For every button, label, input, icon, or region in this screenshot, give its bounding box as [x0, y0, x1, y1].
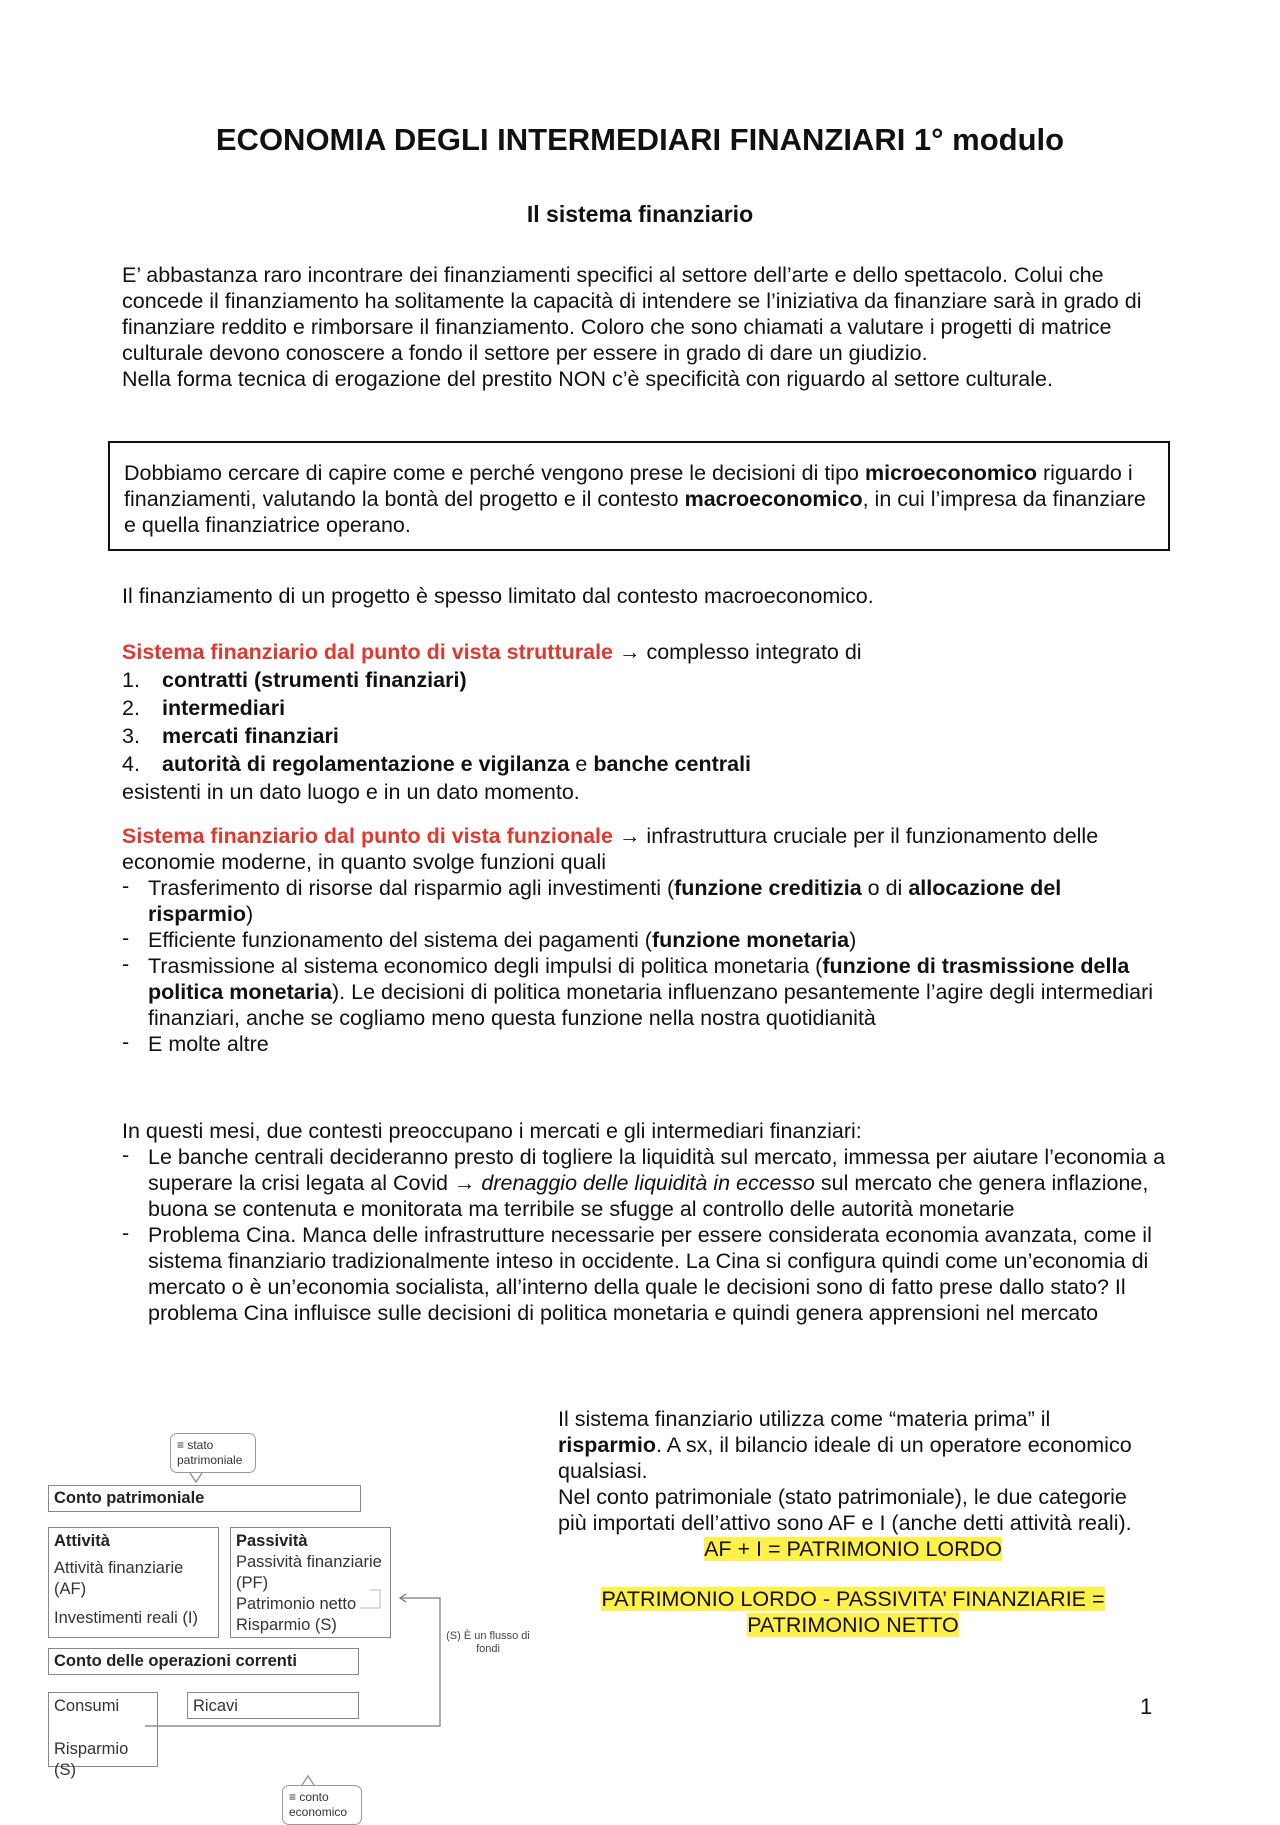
callout-stato-patrimoniale: ≡ stato patrimoniale [170, 1433, 256, 1473]
contesti-section [122, 1118, 1172, 1326]
formula-patrimonio-netto-1: PATRIMONIO LORDO - PASSIVITA’ FINANZIARIE = [601, 1587, 1105, 1611]
intro-paragraph-2: Nella forma tecnica di erogazione del prestito NON c’è specificità con riguardo al settore culturale. [122, 367, 1053, 391]
passivita-box: Passività Passività finanziarie (PF) Patrimonio netto Risparmio (S) [230, 1527, 391, 1638]
list-item: 4. autorità di regolamentazione e vigilanza e banche centrali [122, 752, 752, 776]
intro-paragraph-1: E’ abbastanza raro incontrare dei finanziamenti specifici al settore dell’arte e dello spettacolo. Colui che concede il finanziamento ha solitamente la capacità di intendere se l’iniziativa da finanziare sarà in grado di finanziare reddito e rimborsare il finanziamento. Coloro che sono chiamati a valutare i progetti di matrice culturale devono conoscere a fondo il settore per essere in grado di dare un giudizio. [122, 263, 1142, 365]
formula-patrimonio-lordo: AF + I = PATRIMONIO LORDO [704, 1537, 1002, 1561]
page-title: ECONOMIA DEGLI INTERMEDIARI FINANZIARI 1° modulo [215, 122, 1065, 157]
side-text: Il sistema finanziario utilizza come “materia prima” il risparmio. A sx, il bilancio ideale di un operatore economico qualsiasi. Nel conto patrimoniale (stato patrimoniale), le due categorie più importati dell’attivo sono AF e I (anche detti attività reali). AF + I = PATRIMONIO LORDO PATRIMONIO LORDO - PASSIVITA’ FINANZIARIE = PATRIMONIO NETTO [558, 1407, 1132, 1637]
list-item: 2. intermediari [122, 696, 286, 720]
list-item: 3. mercati finanziari [122, 724, 339, 748]
box-text-1: Dobbiamo cercare di capire come e perché vengono prese le decisioni di tipo [124, 461, 865, 485]
balance-diagram [40, 1430, 540, 1819]
funzionale-arrow-text: → infrastruttura cruciale per il funzionamento delle economie moderne, in quanto svolge funzioni quali [122, 824, 1099, 874]
list-item: 1. contratti (strumenti finanziari) [122, 668, 467, 692]
box-text-2: riguardo i finanziamenti, valutando la bontà del progetto e il contesto [124, 461, 1133, 511]
strutturale-closing: esistenti in un dato luogo e in un dato momento. [122, 780, 580, 804]
formula-patrimonio-netto-2: PATRIMONIO NETTO [747, 1613, 959, 1637]
list-item: - Le banche centrali decideranno presto di togliere la liquidità sul mercato, immessa per aiutare l’economia a superare la crisi legata al Covid → drenaggio delle liquidità in eccesso sul mercato che genera inflazione, buona se contenuta e monitorata ma terribile se sfugge al controllo delle autorità monetarie [122, 1143, 1166, 1221]
page-number: 1 [1140, 1694, 1153, 1719]
list-item: - Trasmissione al sistema economico degli impulsi di politica monetaria (funzione di trasmissione della politica monetaria). Le decisioni di politica monetaria influenzano pesantemente l’agire degli intermediari finanziari, anche se cogliamo meno questa funzione nella nostra quotidianità [122, 952, 1154, 1030]
list-item: - E molte altre [122, 1030, 269, 1056]
ricavi-box: Ricavi [187, 1692, 359, 1719]
strutturale-section [122, 638, 1172, 806]
conto-patrimoniale-box: Conto patrimoniale [48, 1485, 361, 1512]
contesti-intro: In questi mesi, due contesti preoccupano i mercati e gli intermediari finanziari: [122, 1119, 862, 1143]
consumi-box: Consumi Risparmio (S) [48, 1692, 158, 1767]
box-text-3: , in cui l’impresa da finanziare e quella finanziatrice operano. [124, 487, 1146, 537]
macro-limit-paragraph [122, 583, 1172, 609]
list-item: - Problema Cina. Manca delle infrastrutture necessarie per essere considerata economia avanzata, come il sistema finanziario tradizionalmente inteso in occidente. La Cina si configura quindi come un’economia di mercato o è un’economia socialista, all’interno della quale le decisioni sono di fatto prese dallo stato? Il problema Cina influisce sulle decisioni di politica monetaria e quindi genera apprensioni nel mercato [122, 1221, 1152, 1325]
intro-section [122, 262, 1172, 392]
highlight-box [108, 441, 1170, 551]
list-item: - Efficiente funzionamento del sistema dei pagamenti (funzione monetaria) [122, 926, 857, 952]
contesti-list [122, 1144, 1172, 1326]
funzionale-section [122, 823, 1172, 1057]
funzionale-heading: Sistema finanziario dal punto di vista funzionale [122, 824, 613, 848]
strutturale-arrow-text: → complesso integrato di [613, 640, 862, 664]
list-item: - Trasferimento di risorse dal risparmio agli investimenti (funzione creditizia o di allocazione del risparmio) [122, 874, 1062, 926]
callout-conto-economico: ≡ conto economico [282, 1785, 362, 1825]
section-subtitle: Il sistema finanziario [526, 201, 754, 227]
macro-limit-text: Il finanziamento di un progetto è spesso limitato dal contesto macroeconomico. [122, 584, 874, 608]
attivita-box: Attività Attività finanziarie (AF) Investimenti reali (I) [48, 1527, 219, 1638]
strutturale-list [122, 666, 1172, 778]
conto-operazioni-box: Conto delle operazioni correnti [48, 1648, 359, 1675]
funzionale-list [122, 875, 1172, 1057]
box-bold-micro: microeconomico [864, 461, 1038, 485]
strutturale-heading: Sistema finanziario dal punto di vista strutturale [122, 640, 614, 664]
box-bold-macro: macroeconomico [684, 487, 863, 511]
flusso-note: (S) È un flusso di fondi [446, 1630, 530, 1655]
